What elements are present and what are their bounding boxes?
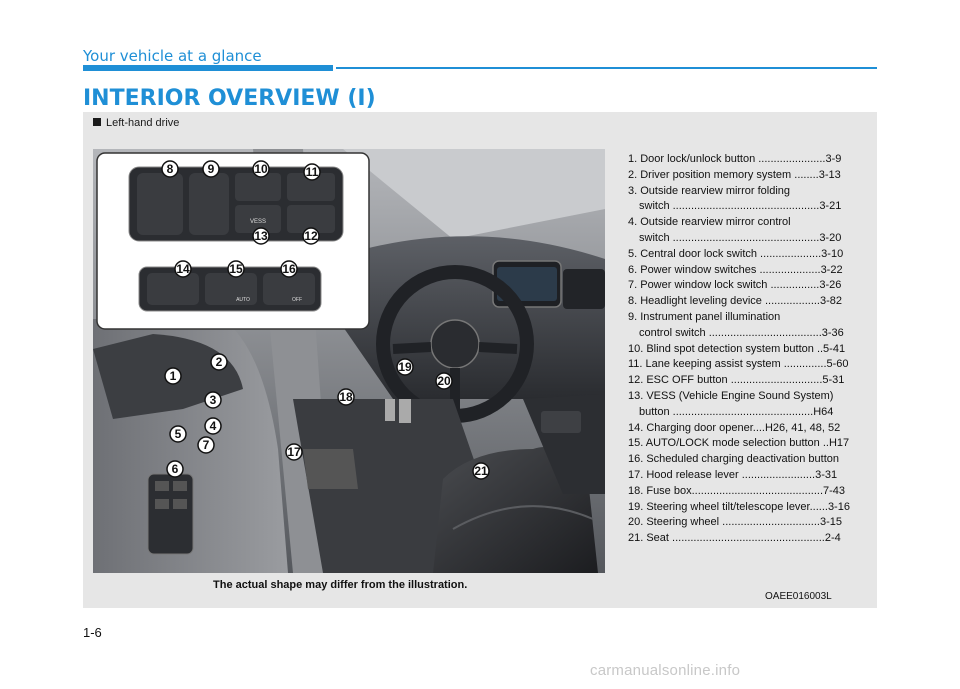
legend-item: 15. AUTO/LOCK mode selection button ..H17	[628, 437, 850, 450]
callout-number: 12	[304, 229, 318, 243]
content-panel	[83, 112, 877, 608]
footer-watermark: carmanualsonline.info	[590, 662, 741, 679]
callout-number: 18	[339, 390, 353, 404]
legend-item: 18. Fuse box...........................................7-43	[628, 484, 846, 497]
legend-item: 9. Instrument panel illumination	[628, 310, 781, 323]
legend-item: 11. Lane keeping assist system ..............5-60	[628, 358, 849, 371]
section-header: Your vehicle at a glance	[83, 47, 262, 65]
square-bullet-icon	[93, 118, 101, 126]
legend-item-continuation: control switch .....................................3-36	[639, 326, 844, 339]
legend-item: 5. Central door lock switch ....................3-10	[628, 247, 844, 260]
callout-number: 9	[207, 162, 215, 176]
legend-item: 20. Steering wheel ................................3-15	[628, 516, 842, 529]
page-number: 1-6	[83, 625, 102, 640]
legend-list	[628, 152, 868, 547]
callout-number: 1	[169, 369, 177, 383]
legend-item: 12. ESC OFF button ..............................5-31	[628, 374, 845, 387]
callout-number: 14	[176, 262, 190, 276]
legend-item: 16. Scheduled charging deactivation button	[628, 453, 839, 466]
callout-number: 10	[254, 162, 268, 176]
legend-item: 7. Power window lock switch ................3-26	[628, 279, 842, 292]
callout-number: 6	[171, 462, 179, 476]
callout-number: 15	[229, 262, 243, 276]
legend-item: 14. Charging door opener....H26, 41, 48, 52	[628, 421, 841, 434]
legend-item: 2. Driver position memory system ........3-13	[628, 168, 841, 181]
legend-item: 6. Power window switches ....................3-22	[628, 263, 843, 276]
legend-item: 4. Outside rearview mirror control	[628, 216, 791, 229]
legend-item: 19. Steering wheel tilt/telescope lever......3-16	[628, 500, 850, 513]
legend-item: 17. Hood release lever ........................3-31	[628, 468, 838, 481]
callout-number: 2	[215, 355, 223, 369]
off-switch-label: OFF	[292, 297, 302, 303]
page-title: INTERIOR OVERVIEW (I)	[83, 86, 376, 111]
figure-code: OAEE016003L	[765, 591, 832, 602]
callout-number: 19	[398, 360, 412, 374]
callout-number: 17	[287, 445, 301, 459]
legend-item: 13. VESS (Vehicle Engine Sound System)	[628, 389, 834, 402]
legend-item: 8. Headlight leveling device ..................3-82	[628, 295, 843, 308]
callout-number: 16	[282, 262, 296, 276]
callout-number: 7	[202, 438, 210, 452]
header-rule-thin	[336, 67, 877, 69]
callout-number: 4	[209, 419, 217, 433]
illustration-caption: The actual shape may differ from the illustration.	[213, 579, 468, 591]
header-rule-thick	[83, 65, 333, 71]
interior-illustration	[93, 149, 605, 573]
legend-item: 1. Door lock/unlock button ......................3-9	[628, 153, 842, 165]
legend-item-continuation: button ..............................................H64	[639, 405, 834, 418]
callout-number: 21	[474, 464, 488, 478]
drive-label-text: Left-hand drive	[106, 117, 180, 129]
vess-switch-label: VESS	[249, 219, 267, 225]
callout-number: 11	[305, 165, 319, 179]
drive-label	[93, 117, 179, 129]
auto-switch-label: AUTO	[236, 297, 250, 303]
legend-item: 10. Blind spot detection system button ..5-41	[628, 342, 846, 355]
callout-number: 5	[174, 427, 182, 441]
legend-item-continuation: switch ................................................3-21	[639, 200, 842, 213]
callout-number: 20	[437, 374, 451, 388]
callout-number: 13	[254, 229, 268, 243]
legend-item: 3. Outside rearview mirror folding	[628, 184, 791, 197]
callout-number: 3	[209, 393, 217, 407]
legend-item-continuation: switch ................................................3-20	[639, 231, 842, 244]
legend-item: 21. Seat ..................................................2-4	[628, 532, 841, 545]
callout-number: 8	[166, 162, 174, 176]
